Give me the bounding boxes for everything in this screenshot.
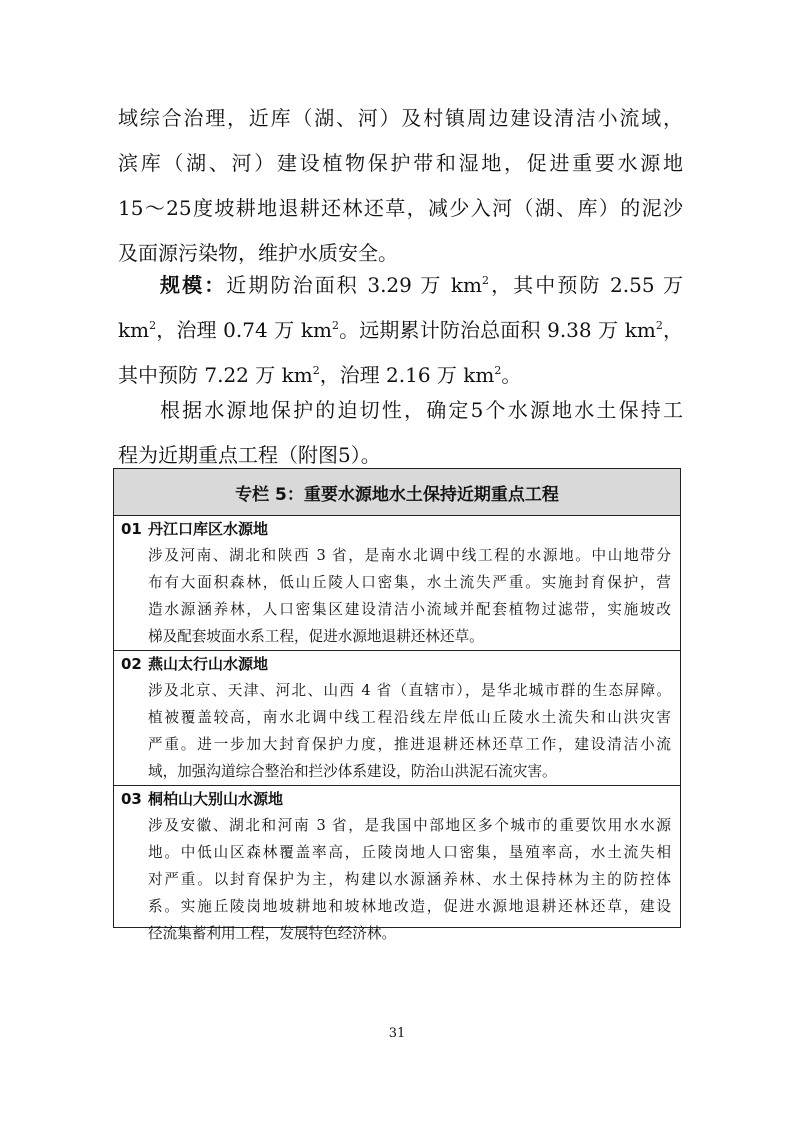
text-line: 15～25度坡耕地退耕还林还草，减少入河（湖、库）的泥沙 <box>118 196 683 220</box>
scale-text: 。 <box>501 363 522 387</box>
text-line <box>118 308 683 353</box>
project-text-line: 梯及配套坡面水系工程，促进水源地退耕还林还草。 <box>148 628 484 645</box>
project-text-line: 造水源涵养林，人口密集区建设清洁小流域并配套植物过滤带，实施坡改 <box>148 601 671 618</box>
scale-text: 。远期累计防治总面积 9.38 万 km <box>338 318 656 342</box>
column-box-title: 专栏 5：重要水源地水土保持近期重点工程 <box>235 484 559 505</box>
text-line: 程为近期重点工程（附图5）。 <box>118 443 381 467</box>
project-heading <box>114 786 680 812</box>
project-number: 02 <box>121 655 142 673</box>
scale-label: 规模： <box>160 273 227 297</box>
project-text-line: 涉及安徽、湖北和河南 3 省，是我国中部地区多个城市的重要饮用水水源 <box>148 817 671 834</box>
superscript: 2 <box>312 364 320 377</box>
superscript: 2 <box>149 319 157 332</box>
project-heading <box>114 651 680 677</box>
superscript: 2 <box>331 319 339 332</box>
scale-text: 其中预防 7.22 万 km <box>118 363 313 387</box>
project-text-line: 严重。进一步加大封育保护力度，推进退耕还林还草工作，建设清洁小流 <box>148 736 671 753</box>
text-line: 域综合治理，近库（湖、河）及村镇周边建设清洁小流域， <box>118 106 683 130</box>
project-text-line: 对严重。以封育保护为主，构建以水源涵养林、水土保持林为主的防控体 <box>148 871 671 888</box>
text-line: 滨库（湖、河）建设植物保护带和湿地，促进重要水源地 <box>118 151 683 175</box>
scale-text: ， <box>662 318 684 342</box>
scale-text: ，治理 0.74 万 km <box>156 318 332 342</box>
page-number: 31 <box>388 1026 406 1041</box>
project-item <box>114 516 680 651</box>
paragraph-continuation <box>118 96 683 276</box>
project-text-line: 布有大面积森林，低山丘陵人口密集，水土流失严重。实施封育保护，营 <box>148 574 671 591</box>
superscript: 2 <box>494 364 502 377</box>
project-name: 丹江口库区水源地 <box>148 520 269 538</box>
text-line: 根据水源地保护的迫切性，确定5个水源地水土保持工 <box>160 398 683 422</box>
superscript: 2 <box>481 274 489 287</box>
project-text-line: 系。实施丘陵岗地坡耕地和坡林地改造，促进水源地退耕还林还草，建设 <box>148 898 671 915</box>
column-box-header <box>114 469 680 516</box>
project-text-line: 植被覆盖较高，南水北调中线工程沿线左岸低山丘陵水土流失和山洪灾害 <box>148 709 671 726</box>
scale-text: ，治理 2.16 万 km <box>319 363 495 387</box>
project-text-line: 域，加强沟道综合整治和拦沙体系建设，防治山洪泥石流灾害。 <box>148 763 557 780</box>
column-box <box>113 468 681 942</box>
project-number: 01 <box>121 520 142 538</box>
project-text-line: 地。中低山区森林覆盖率高，丘陵岗地人口密集，垦殖率高，水土流失相 <box>148 844 671 861</box>
project-name: 燕山太行山水源地 <box>148 655 269 673</box>
project-heading <box>114 516 680 542</box>
project-item <box>114 651 680 786</box>
scale-text: ，其中预防 2.55 万 <box>488 273 684 297</box>
scale-text: 近期防治面积 3.29 万 km <box>226 273 482 297</box>
scale-paragraph <box>118 263 683 398</box>
text-line: 及面源污染物，维护水质安全。 <box>118 241 398 265</box>
priority-paragraph <box>118 388 683 478</box>
project-text-line: 涉及北京、天津、河北、山西 4 省（直辖市），是华北城市群的生态屏障。 <box>148 682 671 699</box>
project-name: 桐柏山大别山水源地 <box>148 790 284 808</box>
project-text-line: 涉及河南、湖北和陕西 3 省，是南水北调中线工程的水源地。中山地带分 <box>148 547 671 564</box>
project-item <box>114 786 680 947</box>
project-text-line: 径流集蓄利用工程，发展特色经济林。 <box>148 925 397 942</box>
text-line <box>118 263 683 308</box>
scale-text: km <box>118 318 150 342</box>
project-number: 03 <box>121 790 142 808</box>
superscript: 2 <box>655 319 663 332</box>
